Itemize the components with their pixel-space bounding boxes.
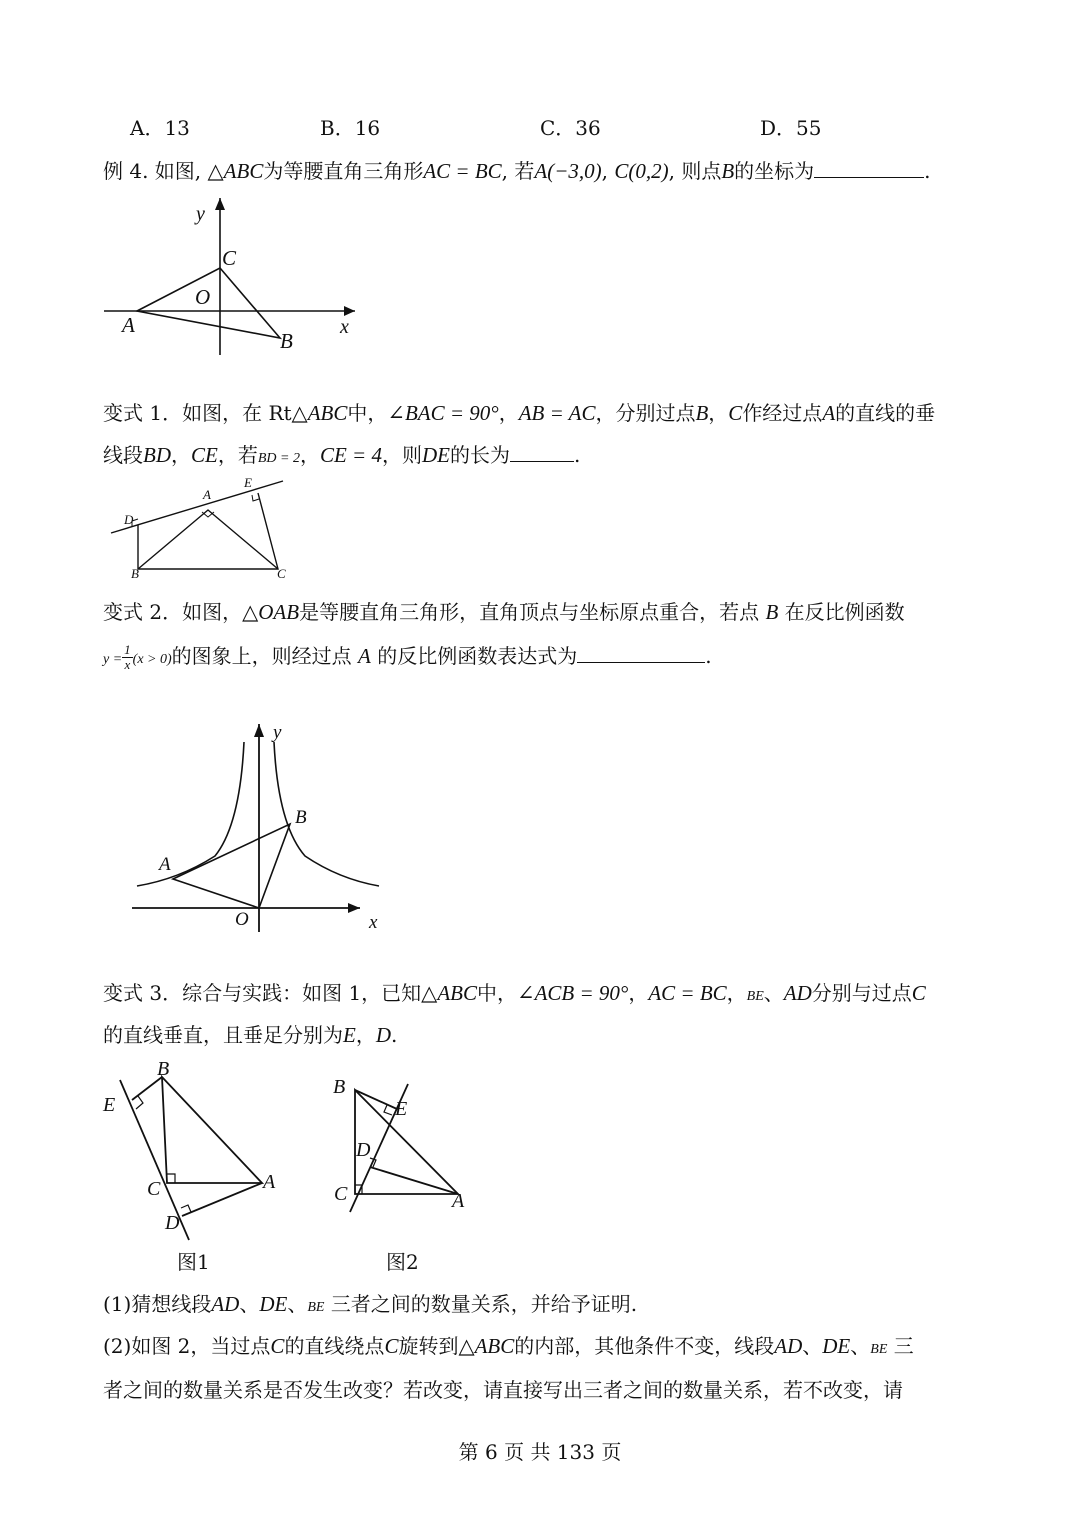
variant-1-line-2: 线段BD，CE，若BD = 2，CE = 4，则DE的长为 . (103, 443, 581, 467)
label-x: x (340, 316, 349, 338)
variant-3-line-2: 的直线垂直，且垂足分别为E，D. (103, 1023, 398, 1047)
figure-ex4 (100, 190, 370, 360)
label-x: x (369, 912, 378, 933)
answer-blank-v2 (577, 644, 705, 663)
label-d: D (124, 512, 134, 527)
label-a: A (203, 487, 211, 502)
figure-variant-1 (105, 472, 295, 582)
figure-variant-3-fig2 (325, 1070, 485, 1220)
label-b: B (333, 1076, 346, 1098)
fraction: $\frac{1}{x}$ (124, 642, 131, 672)
variant-2-line-2: y = $\frac{1}{x}$ (x > 0)的图象上，则经过点 A 的反比例函数表达式为 . (103, 642, 712, 672)
answer-blank-ex4 (814, 159, 924, 178)
option-d: D．55 (760, 116, 822, 140)
label-o: O (235, 909, 249, 930)
label-a: A (122, 313, 135, 337)
label-a: A (159, 854, 171, 875)
label-e: E (103, 1094, 116, 1116)
figure-variant-2 (125, 710, 395, 940)
label-e: E (244, 475, 252, 490)
question-2-line-1: (2)如图 2，当过点C的直线绕点C旋转到△ABC的内部，其他条件不变，线段AD、DE、BE 三 (103, 1334, 914, 1358)
figure-1-caption: 图1 (177, 1250, 210, 1274)
option-b: B．16 (320, 116, 381, 140)
label-d: D (165, 1212, 180, 1234)
variant-2-line-1: 变式 2．如图，△OAB是等腰直角三角形，直角顶点与坐标原点重合，若点 B 在反比例函数 (103, 600, 905, 624)
label-c: C (147, 1178, 161, 1200)
page-footer: 第 6 页 共 133 页 (458, 1440, 622, 1464)
variant-3-line-1: 变式 3．综合与实践：如图 1，已知△ABC中，∠ACB = 90°，AC = BC，BE、AD分别与过点C (103, 981, 926, 1005)
label-o: O (195, 285, 211, 309)
label-a: A (452, 1190, 465, 1212)
example-4-text: 例 4. 如图, △ABC为等腰直角三角形AC = BC, 若A(−3,0), C(0,2), 则点B的坐标为 . (103, 159, 931, 183)
question-1: (1)猜想线段AD、DE、BE 三者之间的数量关系，并给予证明. (103, 1292, 638, 1316)
label-d: D (356, 1139, 371, 1161)
label-b: B (131, 566, 139, 581)
answer-blank-v1 (510, 443, 574, 462)
label-e: E (395, 1098, 408, 1120)
label-b: B (157, 1058, 170, 1080)
label-c: C (334, 1183, 348, 1205)
label-c: C (277, 566, 286, 581)
figure-variant-3-fig1 (95, 1055, 295, 1245)
label-c: C (222, 246, 237, 270)
question-2-line-2: 者之间的数量关系是否发生改变？若改变，请直接写出三者之间的数量关系，若不改变，请 (103, 1378, 903, 1402)
variant-1-line-1: 变式 1．如图，在 Rt△ABC中，∠BAC = 90°，AB = AC，分别过点B，C作经过点A的直线的垂 (103, 401, 936, 425)
label-b: B (295, 807, 307, 828)
label-y: y (196, 203, 205, 225)
label-a: A (263, 1171, 276, 1193)
label-y: y (273, 722, 282, 743)
option-c: C．36 (540, 116, 601, 140)
label-b: B (280, 329, 293, 353)
option-a: A．13 (130, 116, 190, 140)
figure-2-caption: 图2 (386, 1250, 419, 1274)
